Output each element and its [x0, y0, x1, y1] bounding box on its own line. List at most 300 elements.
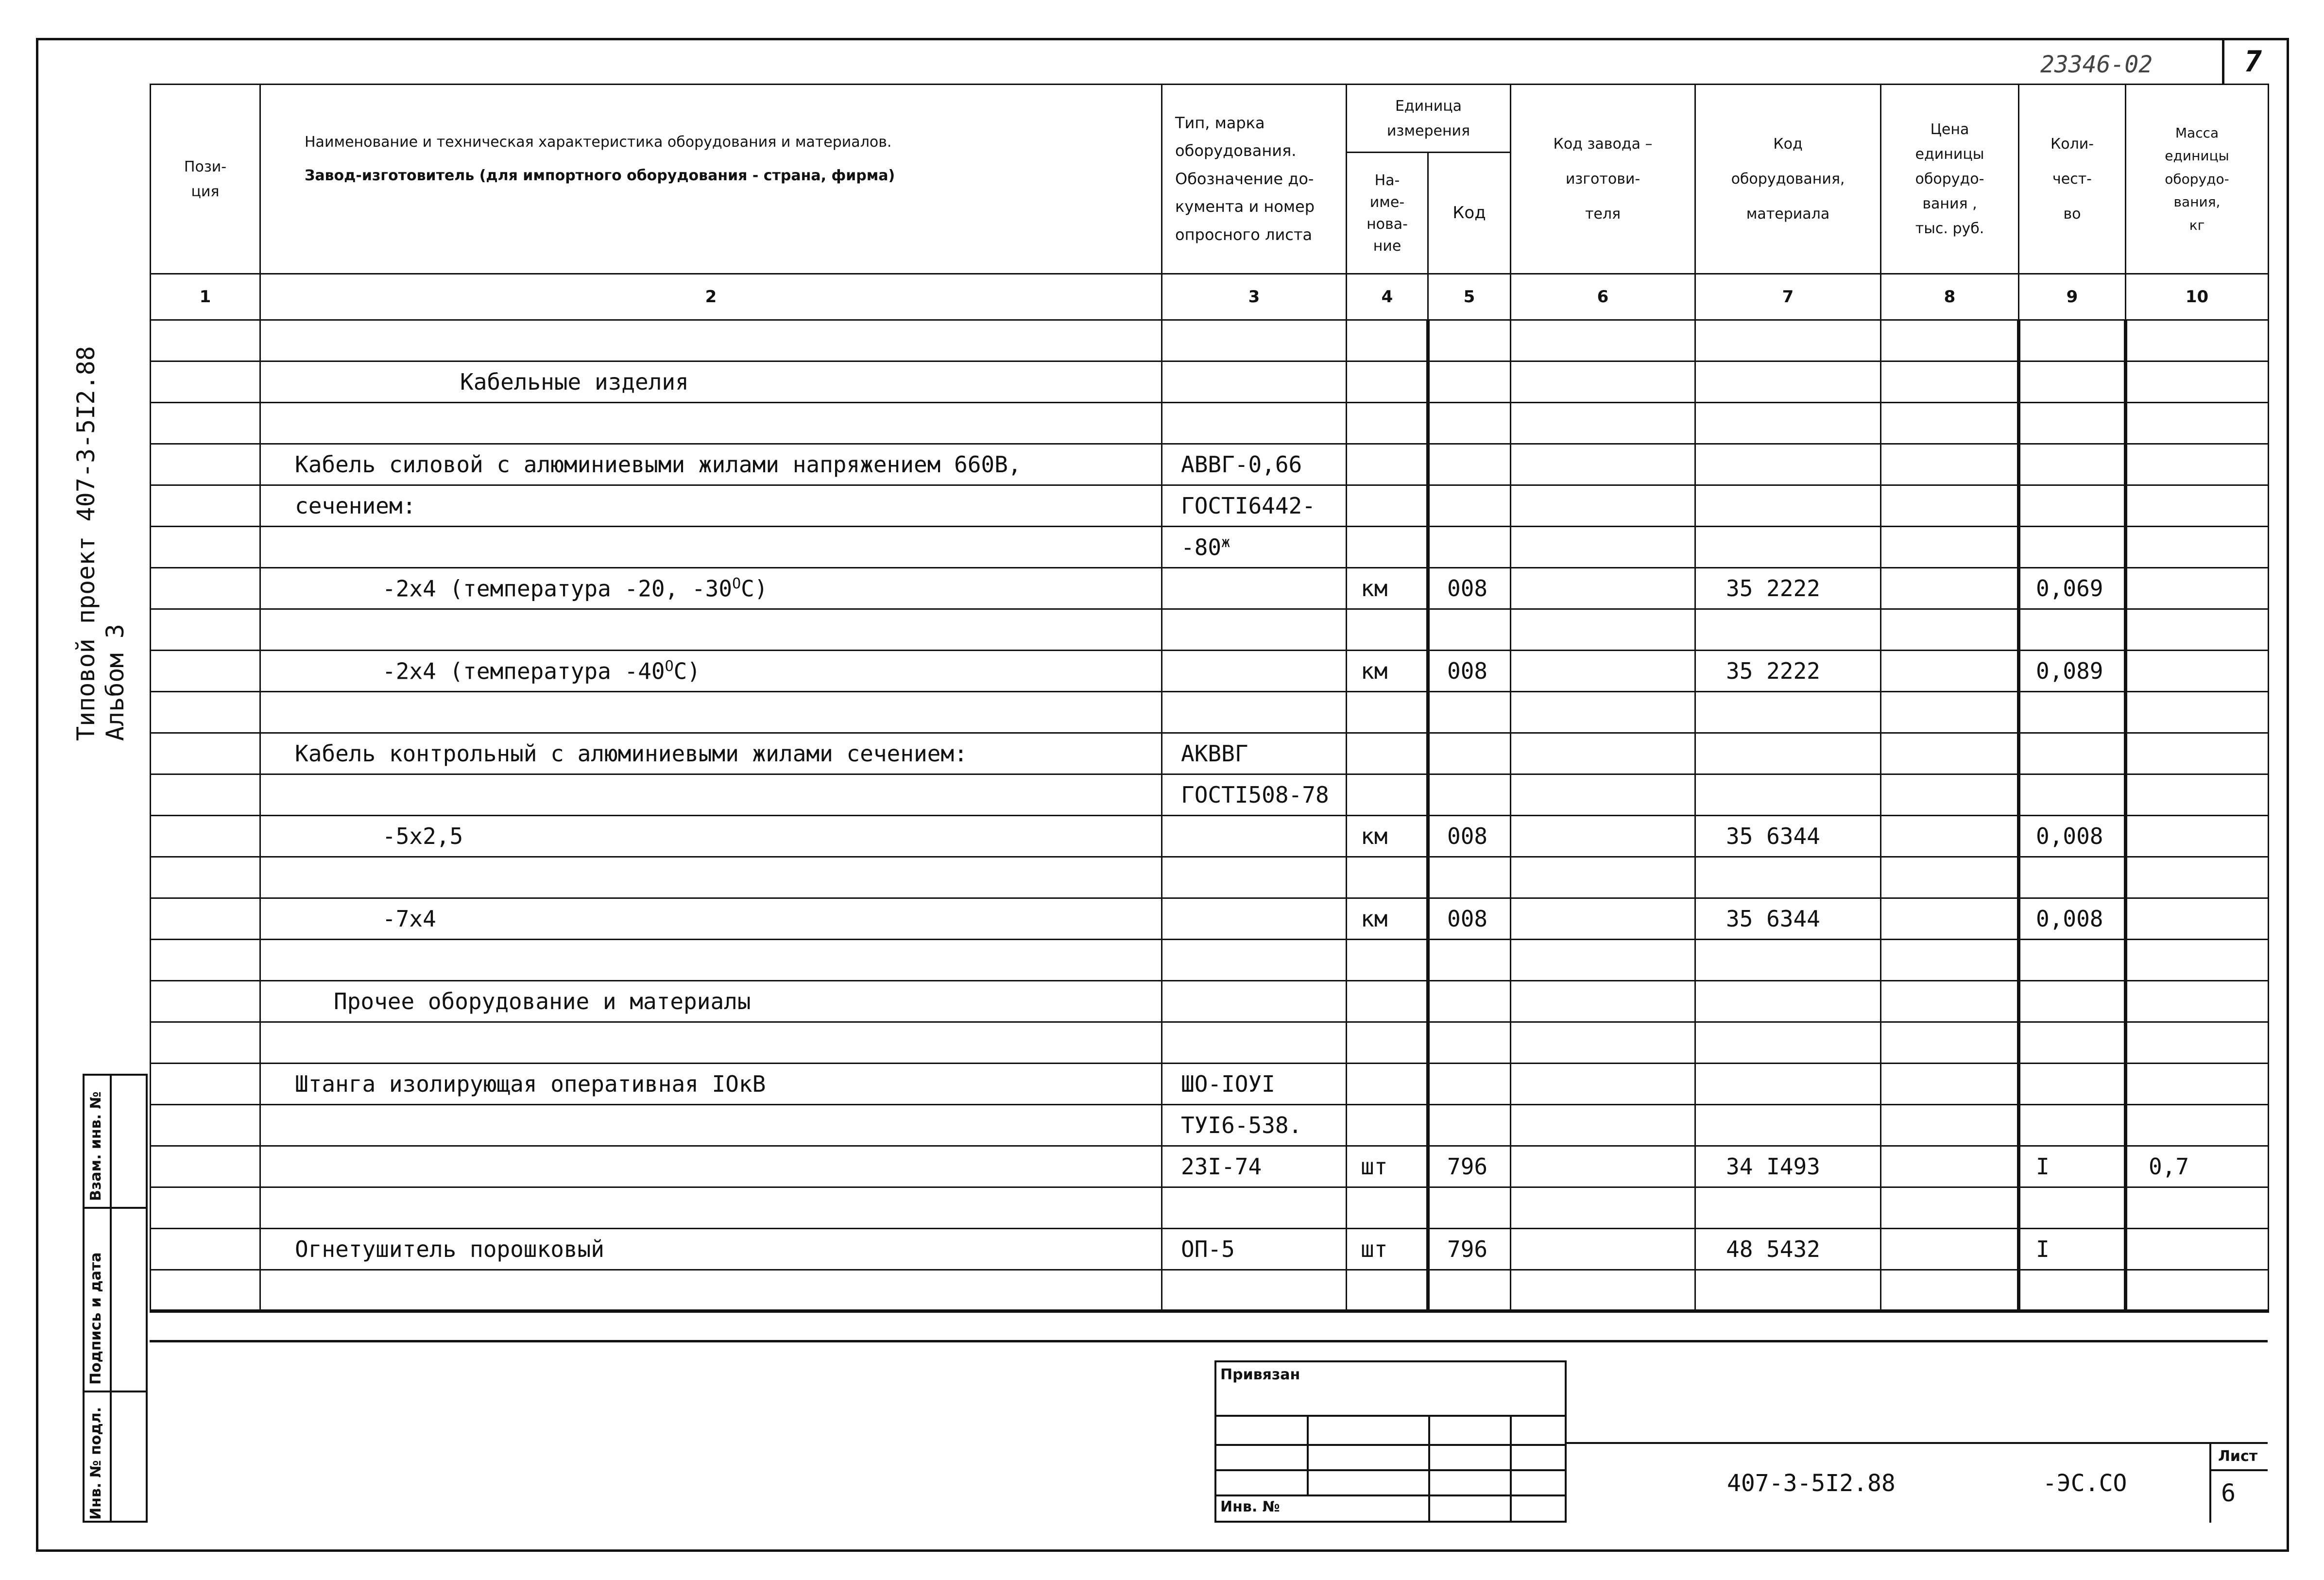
cell-name — [260, 485, 1162, 527]
cell-price — [1881, 609, 2019, 651]
cell-unit-code — [1428, 774, 1511, 816]
cell-price — [1881, 1270, 2019, 1311]
cell-mass — [2126, 940, 2269, 981]
cell-factory-code — [1511, 692, 1695, 733]
cell-position — [151, 568, 260, 609]
cell-type — [1162, 568, 1347, 609]
cell-price — [1881, 981, 2019, 1022]
cell-type — [1162, 361, 1347, 403]
cell-type — [1162, 527, 1347, 568]
item-name-tail: С) — [673, 658, 701, 685]
cell-unit-name: км — [1347, 651, 1428, 692]
cell-unit-code — [1428, 361, 1511, 403]
item-name-text: -5х2,5 — [382, 823, 463, 849]
cell-unit-name: км — [1347, 816, 1428, 857]
cell-price — [1881, 1022, 2019, 1064]
document-code: -ЭС.СО — [2043, 1470, 2127, 1497]
cell-name — [260, 857, 1162, 898]
cell-factory-code — [1511, 1022, 1695, 1064]
header-factory-code: Код завода – изготови- теля — [1511, 85, 1695, 274]
cell-name — [260, 1270, 1162, 1311]
cell-factory-code — [1511, 1064, 1695, 1105]
cell-position — [151, 898, 260, 940]
cell-quantity — [2019, 692, 2126, 733]
cell-position — [151, 609, 260, 651]
cell-quantity — [2019, 609, 2126, 651]
cell-unit-name — [1347, 981, 1428, 1022]
table-row — [151, 1146, 2269, 1187]
item-name-text: Штанга изолирующая оперативная IОкВ — [295, 1071, 766, 1097]
cell-type — [1162, 444, 1347, 485]
table-row — [151, 1229, 2269, 1270]
cell-price — [1881, 733, 2019, 774]
cell-quantity — [2019, 1064, 2126, 1105]
cell-unit-code: 008 — [1428, 898, 1511, 940]
cell-mass — [2126, 527, 2269, 568]
cell-name — [260, 1105, 1162, 1146]
binding-strip-hline2 — [83, 1391, 148, 1392]
sheet-number: 7 — [2244, 45, 2262, 79]
cell-unit-name — [1347, 609, 1428, 651]
item-type-text: АВВГ-0,66 — [1181, 451, 1302, 478]
cell-unit-name — [1347, 1105, 1428, 1146]
cell-unit-code — [1428, 485, 1511, 527]
cell-material-code: 35 2222 — [1695, 651, 1881, 692]
table-row — [151, 692, 2269, 733]
cell-price — [1881, 1187, 2019, 1229]
cell-factory-code — [1511, 361, 1695, 403]
cell-mass — [2126, 774, 2269, 816]
list-label: Лист — [2218, 1448, 2258, 1465]
table-row — [151, 981, 2269, 1022]
cell-material-code — [1695, 320, 1881, 361]
column-number: 4 — [1347, 274, 1428, 320]
cell-mass — [2126, 1022, 2269, 1064]
cell-mass — [2126, 361, 2269, 403]
cell-unit-code — [1428, 1022, 1511, 1064]
cell-quantity: 0,008 — [2019, 898, 2126, 940]
cell-factory-code — [1511, 1270, 1695, 1311]
cell-name — [260, 361, 1162, 403]
cell-unit-name: шт — [1347, 1146, 1428, 1187]
cell-type — [1162, 981, 1347, 1022]
cell-mass — [2126, 981, 2269, 1022]
cell-factory-code — [1511, 1229, 1695, 1270]
cell-unit-code: 008 — [1428, 568, 1511, 609]
cell-position — [151, 1105, 260, 1146]
privyazan-label: Привязан — [1220, 1366, 1300, 1383]
cell-name — [260, 403, 1162, 444]
cell-type — [1162, 940, 1347, 981]
column-number: 10 — [2126, 274, 2269, 320]
cell-material-code — [1695, 774, 1881, 816]
item-name-text: сечением: — [295, 493, 416, 519]
cell-type — [1162, 651, 1347, 692]
archive-number: 23346-02 — [2040, 51, 2153, 78]
column-number: 7 — [1695, 274, 1881, 320]
cell-name — [260, 1146, 1162, 1187]
cell-factory-code — [1511, 774, 1695, 816]
cell-factory-code — [1511, 733, 1695, 774]
cell-type — [1162, 320, 1347, 361]
cell-material-code: 35 6344 — [1695, 898, 1881, 940]
header-unit: Единица измерения — [1347, 85, 1511, 153]
cell-factory-code — [1511, 320, 1695, 361]
item-type-text: ГОСТI508-78 — [1181, 782, 1329, 808]
cell-material-code — [1695, 361, 1881, 403]
cell-position — [151, 774, 260, 816]
cell-name — [260, 444, 1162, 485]
cell-unit-name: шт — [1347, 1229, 1428, 1270]
cell-type — [1162, 1064, 1347, 1105]
cell-unit-code — [1428, 733, 1511, 774]
cell-quantity: I — [2019, 1229, 2126, 1270]
header-unit-name: На- име- нова- ние — [1347, 153, 1428, 274]
cell-quantity — [2019, 485, 2126, 527]
cell-unit-code — [1428, 403, 1511, 444]
item-type-text: ГОСТI6442- — [1181, 493, 1316, 519]
cell-mass — [2126, 1105, 2269, 1146]
column-number: 5 — [1428, 274, 1511, 320]
cell-quantity: I — [2019, 1146, 2126, 1187]
cell-unit-code — [1428, 1187, 1511, 1229]
column-number: 8 — [1881, 274, 2019, 320]
cell-name — [260, 733, 1162, 774]
cell-unit-name — [1347, 733, 1428, 774]
cell-material-code: 35 2222 — [1695, 568, 1881, 609]
cell-material-code — [1695, 1270, 1881, 1311]
cell-price — [1881, 403, 2019, 444]
cell-quantity — [2019, 1187, 2126, 1229]
privyazan-v3 — [1510, 1415, 1512, 1523]
cell-price — [1881, 1146, 2019, 1187]
cell-type — [1162, 733, 1347, 774]
cell-price — [1881, 1064, 2019, 1105]
table-row — [151, 403, 2269, 444]
cell-factory-code — [1511, 651, 1695, 692]
cell-quantity — [2019, 403, 2126, 444]
cell-factory-code — [1511, 857, 1695, 898]
cell-price — [1881, 898, 2019, 940]
cell-name — [260, 320, 1162, 361]
cell-name — [260, 898, 1162, 940]
cell-material-code — [1695, 1105, 1881, 1146]
table-row — [151, 444, 2269, 485]
header-type: Тип, марка оборудования. Обозначение до- кумента и номер опросного листа — [1162, 85, 1347, 274]
cell-material-code — [1695, 1187, 1881, 1229]
cell-type — [1162, 1146, 1347, 1187]
cell-position — [151, 1022, 260, 1064]
cell-unit-code — [1428, 857, 1511, 898]
cell-name — [260, 940, 1162, 981]
column-number-row — [151, 274, 2269, 320]
cell-quantity — [2019, 981, 2126, 1022]
cell-quantity — [2019, 1270, 2126, 1311]
cell-material-code — [1695, 485, 1881, 527]
cell-unit-name — [1347, 1022, 1428, 1064]
cell-type — [1162, 1270, 1347, 1311]
stamp-top-line — [150, 1340, 2268, 1342]
cell-quantity — [2019, 1105, 2126, 1146]
cell-name — [260, 981, 1162, 1022]
cell-unit-name: км — [1347, 898, 1428, 940]
cell-factory-code — [1511, 940, 1695, 981]
cell-quantity — [2019, 444, 2126, 485]
column-number: 6 — [1511, 274, 1695, 320]
table-row — [151, 527, 2269, 568]
item-type-text: АКВВГ — [1181, 740, 1248, 767]
cell-price — [1881, 940, 2019, 981]
item-type-text: 23I-74 — [1181, 1153, 1262, 1180]
header-row-1 — [151, 85, 2269, 153]
cell-position — [151, 361, 260, 403]
table-row — [151, 1270, 2269, 1311]
cell-quantity — [2019, 1022, 2126, 1064]
cell-type — [1162, 1105, 1347, 1146]
privyazan-v2 — [1428, 1415, 1430, 1523]
cell-factory-code — [1511, 403, 1695, 444]
cell-type — [1162, 692, 1347, 733]
cell-position — [151, 692, 260, 733]
cell-type — [1162, 403, 1347, 444]
cell-position — [151, 816, 260, 857]
cell-mass — [2126, 816, 2269, 857]
cell-position — [151, 320, 260, 361]
cell-position — [151, 1187, 260, 1229]
header-unit-code: Код — [1428, 153, 1511, 274]
specification-rows — [151, 320, 2269, 1311]
cell-position — [151, 1229, 260, 1270]
cell-factory-code — [1511, 485, 1695, 527]
degree-mark: О — [665, 657, 674, 675]
cell-factory-code — [1511, 1105, 1695, 1146]
field-zam-inv: Взам. инв. № — [87, 1091, 104, 1201]
cell-unit-name — [1347, 444, 1428, 485]
cell-material-code — [1695, 940, 1881, 981]
inv-no-label: Инв. № — [1220, 1498, 1280, 1515]
header-price: Цена единицы оборудо- вания , тыс. руб. — [1881, 85, 2019, 274]
table-row — [151, 568, 2269, 609]
cell-type — [1162, 1229, 1347, 1270]
cell-quantity — [2019, 733, 2126, 774]
cell-quantity — [2019, 940, 2126, 981]
degree-mark: О — [732, 575, 741, 592]
cell-factory-code — [1511, 1187, 1695, 1229]
cell-quantity — [2019, 527, 2126, 568]
cell-position — [151, 857, 260, 898]
binding-strip-vline — [110, 1074, 112, 1523]
cell-mass — [2126, 733, 2269, 774]
cell-unit-code: 008 — [1428, 816, 1511, 857]
cell-material-code — [1695, 1064, 1881, 1105]
cell-factory-code — [1511, 981, 1695, 1022]
cell-unit-name: км — [1347, 568, 1428, 609]
table-row — [151, 361, 2269, 403]
cell-price — [1881, 527, 2019, 568]
cell-unit-name — [1347, 361, 1428, 403]
cell-type — [1162, 609, 1347, 651]
cell-quantity: 0,008 — [2019, 816, 2126, 857]
cell-material-code — [1695, 733, 1881, 774]
list-box-hline — [2209, 1469, 2268, 1471]
list-number: 6 — [2221, 1479, 2236, 1507]
cell-mass: 0,7 — [2126, 1146, 2269, 1187]
cell-price — [1881, 361, 2019, 403]
cell-price — [1881, 485, 2019, 527]
cell-material-code — [1695, 692, 1881, 733]
cell-material-code — [1695, 1022, 1881, 1064]
cell-material-code: 48 5432 — [1695, 1229, 1881, 1270]
cell-mass — [2126, 403, 2269, 444]
cell-unit-name — [1347, 1187, 1428, 1229]
item-type-text: ТУI6-538. — [1181, 1112, 1302, 1138]
item-name-text: Кабель контрольный с алюминиевыми жилами сечением: — [295, 740, 968, 767]
cell-unit-code — [1428, 1105, 1511, 1146]
cell-name — [260, 609, 1162, 651]
field-inv-podl: Инв. № подл. — [87, 1407, 104, 1520]
column-number: 9 — [2019, 274, 2126, 320]
privyazan-h3 — [1214, 1469, 1567, 1471]
cell-mass — [2126, 444, 2269, 485]
header-name: Наименование и техническая характеристика оборудования и материалов. Завод-изготовитель (для импортного оборудования - страна, фирма) — [260, 85, 1162, 274]
cell-position — [151, 403, 260, 444]
cell-factory-code — [1511, 568, 1695, 609]
cell-type — [1162, 898, 1347, 940]
cell-unit-name — [1347, 1270, 1428, 1311]
cell-factory-code — [1511, 527, 1695, 568]
cell-position — [151, 981, 260, 1022]
table-row — [151, 609, 2269, 651]
item-type-text: ОП-5 — [1181, 1236, 1235, 1262]
privyazan-v1 — [1307, 1415, 1309, 1494]
header-mass: Масса единицы оборудо- вания, кг — [2126, 85, 2269, 274]
cell-position — [151, 940, 260, 981]
cell-unit-code — [1428, 1270, 1511, 1311]
item-name-text: -2х4 (температура -40 — [382, 658, 665, 685]
cell-mass — [2126, 1187, 2269, 1229]
cell-position — [151, 733, 260, 774]
cell-unit-code — [1428, 940, 1511, 981]
cell-name — [260, 568, 1162, 609]
table-row — [151, 940, 2269, 981]
album-title: Альбом 3 — [101, 624, 129, 741]
cell-factory-code — [1511, 444, 1695, 485]
cell-position — [151, 1146, 260, 1187]
cell-unit-name — [1347, 1064, 1428, 1105]
cell-name — [260, 1022, 1162, 1064]
header-quantity: Коли- чест- во — [2019, 85, 2126, 274]
cell-position — [151, 485, 260, 527]
cell-material-code — [1695, 857, 1881, 898]
cell-price — [1881, 651, 2019, 692]
cell-mass — [2126, 651, 2269, 692]
cell-price — [1881, 320, 2019, 361]
table-row — [151, 1187, 2269, 1229]
cell-unit-code — [1428, 692, 1511, 733]
cell-price — [1881, 774, 2019, 816]
cell-type — [1162, 1187, 1347, 1229]
cell-unit-name — [1347, 527, 1428, 568]
cell-position — [151, 444, 260, 485]
cell-mass — [2126, 898, 2269, 940]
item-name-tail: С) — [741, 575, 768, 602]
cell-mass — [2126, 692, 2269, 733]
cell-quantity: 0,089 — [2019, 651, 2126, 692]
cell-unit-name — [1347, 940, 1428, 981]
cell-material-code — [1695, 609, 1881, 651]
cell-unit-name — [1347, 692, 1428, 733]
cell-name — [260, 651, 1162, 692]
cell-unit-code — [1428, 1064, 1511, 1105]
cell-mass — [2126, 857, 2269, 898]
item-name-text: -2х4 (температура -20, -30 — [382, 575, 733, 602]
title-block-top — [1567, 1442, 2268, 1444]
cell-name — [260, 774, 1162, 816]
cell-price — [1881, 1229, 2019, 1270]
cell-unit-name — [1347, 403, 1428, 444]
cell-name — [260, 1229, 1162, 1270]
header-material-code: Код оборудования, материала — [1695, 85, 1881, 274]
privyazan-h2 — [1214, 1444, 1567, 1446]
cell-quantity — [2019, 361, 2126, 403]
cell-unit-name — [1347, 857, 1428, 898]
cell-price — [1881, 1105, 2019, 1146]
cell-mass — [2126, 485, 2269, 527]
cell-unit-code — [1428, 527, 1511, 568]
cell-name — [260, 1187, 1162, 1229]
item-name-text: Кабель силовой с алюминиевыми жилами напряжением 660В, — [295, 451, 1022, 478]
cell-unit-code — [1428, 320, 1511, 361]
column-number: 2 — [260, 274, 1162, 320]
specification-table — [150, 84, 2269, 1313]
cell-type — [1162, 857, 1347, 898]
cell-unit-code: 796 — [1428, 1229, 1511, 1270]
cell-mass — [2126, 1064, 2269, 1105]
cell-position — [151, 1270, 260, 1311]
cell-position — [151, 527, 260, 568]
table-row — [151, 320, 2269, 361]
cell-unit-name — [1347, 774, 1428, 816]
cell-mass — [2126, 320, 2269, 361]
cell-position — [151, 1064, 260, 1105]
cell-name — [260, 1064, 1162, 1105]
cell-factory-code — [1511, 816, 1695, 857]
cell-unit-name — [1347, 320, 1428, 361]
item-name-text: Огнетушитель порошковый — [295, 1236, 604, 1262]
cell-name — [260, 527, 1162, 568]
cell-unit-code — [1428, 444, 1511, 485]
cell-name — [260, 692, 1162, 733]
privyazan-h4 — [1214, 1494, 1567, 1496]
table-row — [151, 898, 2269, 940]
cell-mass — [2126, 1270, 2269, 1311]
table-row — [151, 651, 2269, 692]
item-type-text: ШО-IОУI — [1181, 1071, 1275, 1097]
cell-mass — [2126, 1229, 2269, 1270]
cell-mass — [2126, 568, 2269, 609]
cell-factory-code — [1511, 609, 1695, 651]
table-row — [151, 857, 2269, 898]
cell-mass — [2126, 609, 2269, 651]
project-title: Типовой проект 407-3-5I2.88 — [72, 346, 100, 741]
cell-price — [1881, 568, 2019, 609]
column-number: 1 — [151, 274, 260, 320]
cell-material-code: 34 I493 — [1695, 1146, 1881, 1187]
cell-unit-code: 796 — [1428, 1146, 1511, 1187]
cell-quantity — [2019, 320, 2126, 361]
cell-material-code — [1695, 444, 1881, 485]
cell-factory-code — [1511, 898, 1695, 940]
